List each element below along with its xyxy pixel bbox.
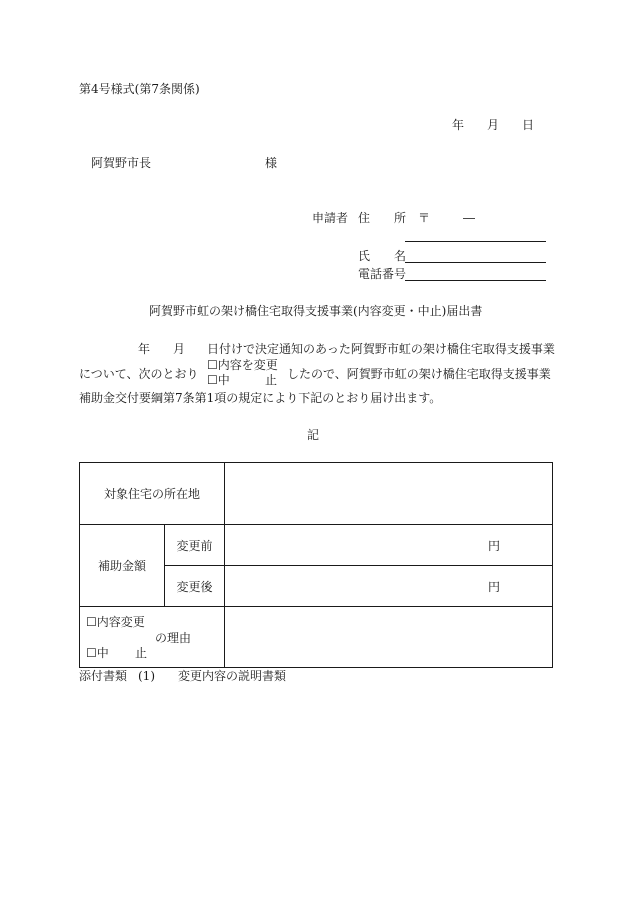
reason-value [225, 607, 553, 668]
location-label: 対象住宅の所在地 [80, 463, 225, 525]
body-month: 月 [173, 342, 186, 356]
body-line3: 補助金交付要綱第7条第1項の規定により下記のとおり届け出ます。 [79, 391, 442, 405]
addressee-honorific: 様 [265, 156, 278, 170]
date-day: 日 [522, 118, 535, 132]
table-row-location [80, 463, 553, 525]
name-label: 氏 名 [358, 249, 407, 263]
reason-of: の理由 [155, 631, 192, 645]
reason-stop-checkbox: ☐中 [86, 646, 109, 660]
phone-label: 電話番号 [358, 267, 407, 281]
body-line1: 日付けで決定通知のあった阿賀野市虹の架け橋住宅取得支援事業 [207, 342, 555, 356]
after-yen: 円 [225, 566, 553, 607]
date-year: 年 [452, 118, 465, 132]
phone-underline [405, 280, 546, 281]
attachment-number: (1) [138, 669, 155, 683]
subsidy-label: 補助金額 [80, 525, 165, 607]
postal-dash: ― [463, 211, 475, 225]
postal-mark: 〒 [418, 211, 431, 225]
reason-label-cell [80, 607, 225, 668]
body-year: 年 [138, 342, 151, 356]
ki-mark: 記 [307, 428, 320, 442]
attachment-label: 添付書類 [79, 669, 128, 683]
name-underline [405, 262, 546, 263]
address-label: 住 所 [358, 211, 407, 225]
body-line2-start: について、次のとおり [79, 367, 199, 381]
after-label: 変更後 [165, 566, 225, 607]
document-title: 阿賀野市虹の架け橋住宅取得支援事業(内容変更・中止)届出書 [149, 304, 483, 318]
table-row-reason [80, 607, 553, 668]
reason-change-checkbox: ☐内容変更 [86, 615, 145, 629]
option-stop-checkbox: ☐中 [207, 373, 230, 387]
before-label: 変更前 [165, 525, 225, 566]
before-yen: 円 [225, 525, 553, 566]
option-stop-char: 止 [265, 373, 278, 387]
body-line2-rest: したので、阿賀野市虹の架け橋住宅取得支援事業 [287, 367, 551, 381]
reason-stop-char: 止 [135, 646, 148, 660]
addressee-name: 阿賀野市長 [91, 156, 152, 170]
table-row-before [80, 525, 553, 566]
date-month: 月 [487, 118, 500, 132]
location-value [225, 463, 553, 525]
option-change-checkbox: ☐内容を変更 [207, 358, 278, 372]
applicant-label: 申請者 [312, 211, 349, 225]
details-table [79, 462, 553, 668]
attachment-item: 変更内容の説明書類 [178, 669, 287, 683]
address-underline [405, 241, 546, 242]
form-number: 第4号様式(第7条関係) [79, 82, 200, 96]
